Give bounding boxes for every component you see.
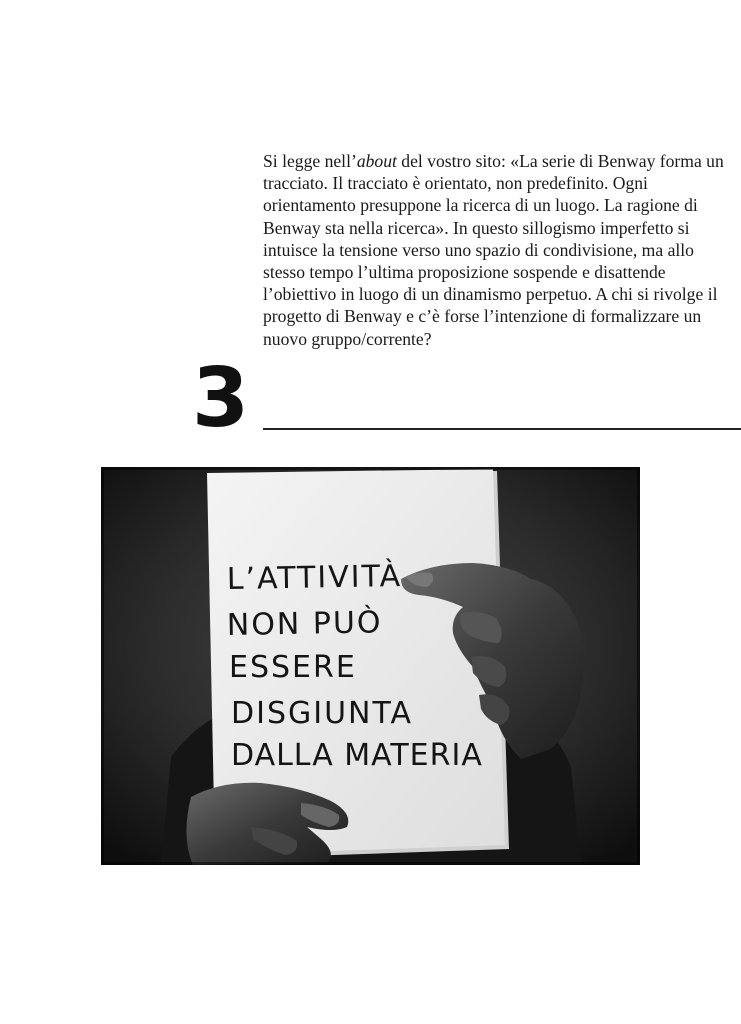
photo — [101, 467, 640, 865]
question-intro: Si legge nell’ — [263, 151, 357, 171]
sign-line-3: ESSERE — [229, 650, 357, 685]
sign-line-4: DISGIUNTA — [231, 696, 414, 731]
question-body: del vostro sito: «La serie di Benway forma un tracciato. Il tracciato è orientato, non predefinito. Ogni orientamento presuppone la ricerca di un luogo. La ragione di Benway sta nella ricerca». In questo sillogismo imperfetto si intuisce la tensione verso uno spazio di condivisione, ma allo stesso tempo l’ultima proposizione sospende e disattende l’obiettivo in luogo di un dinamismo perpetuo. A chi si rivolge il progetto di Benway e c’è forse l’intenzione di formalizzare un nuovo gruppo/corrente? — [263, 151, 724, 349]
sign-line-5: DALLA MATERIA — [231, 738, 483, 773]
question-number: 3 — [192, 351, 248, 446]
question-text — [263, 150, 733, 350]
question-emphasis: about — [356, 151, 397, 171]
divider-rule — [263, 428, 741, 430]
sign-line-2: NON PUÒ — [226, 605, 383, 643]
photo-illustration — [101, 467, 640, 865]
sign-line-1: L’ATTIVITÀ — [226, 558, 403, 597]
